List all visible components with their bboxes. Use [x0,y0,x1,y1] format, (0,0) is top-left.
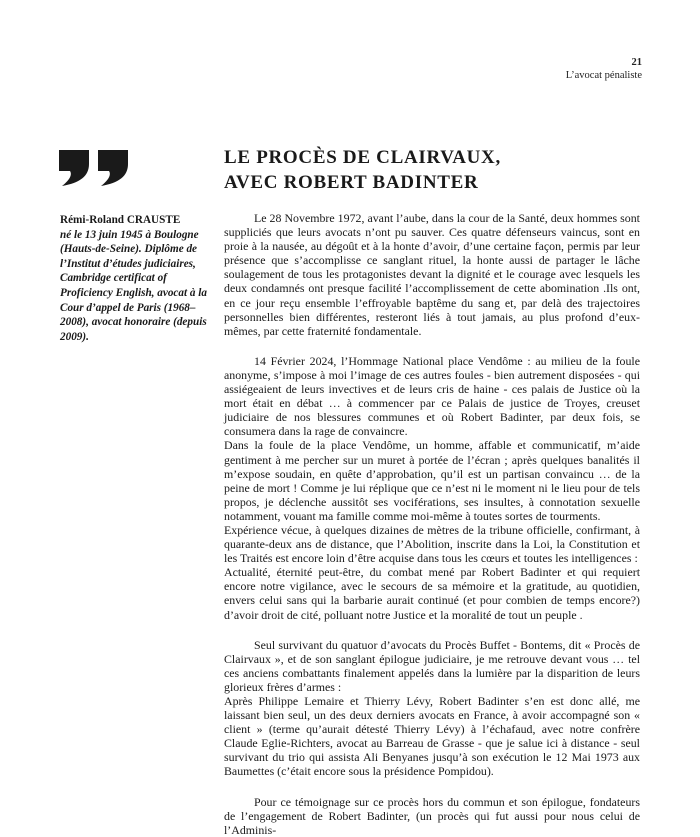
paragraph-5: Actualité, éternité peut-être, du combat mené par Robert Badinter et qui requiert encore notre vigilance, avec le secours de sa mémoire et la gratitude, au quotidien, envers celui sans qui la barbarie aurait continué (et pour combien de temps encore?) d’avoir droit de cité, polluant notre Justice et la moralité de tout un peuple . [224,565,640,622]
author-name: Rémi-Roland CRAUSTE [60,214,181,226]
running-header [566,56,642,82]
paragraph-2: 14 Février 2024, l’Hommage National place Vendôme : au milieu de la foule anonyme, s’impose à moi l’image de ces autres foules - bien autrement disposées - qui assiégeaient de leurs invectives et de leurs cris de haine - ces palais de Justice où la mort était en débat … à commencer par ce Palais de justice de Troyes, creuset judiciaire de nos blessures communes et où Robert Badinter, par deux fois, se consumera dans la rage de convaincre. [224,353,640,439]
section-title: L’avocat pénaliste [565,70,642,81]
page-number: 21 [631,57,642,68]
article-title [224,145,501,195]
paragraph-1: Le 28 Novembre 1972, avant l’aube, dans la cour de la Santé, deux hommes sont suppliciés que leurs avocats n’ont pu sauver. Ces quatre défenseurs vaincus, sont en proie à la nausée, au dégoût et à la honte d’avoir, d’une certaine façon, permis par leur présence que s’accomplisse ce sanglant rituel, la honte aussi de partager le lâche soulagement de tous les protagonistes devant la dignité et le courage avec lesquels les deux condamnés ont presque facilité l’accomplissement de cette abomination .Ils ont, en ce jour reçu ensemble l’effroyable baptême du sang et, par delà des trajectoires personnelles bien différentes, resteront liés à tout jamais, au plus profond d’eux-mêmes, par cette fraternité fondamentale. [224,211,640,338]
paragraph-4: Expérience vécue, à quelques dizaines de mètres de la tribune officielle, confirmant, à quarante-deux ans de distance, que l’Abolition, inscrite dans la Loi, la Constitution et les Traités est encore loin d’être acquise dans tous les cœurs et toutes les intelligences : [224,522,640,566]
paragraph-7: Après Philippe Lemaire et Thierry Lévy, Robert Badinter s’en est donc allé, me laissant bien seul, un des deux derniers avocats en France, à avoir accompagné son « client » (terme qu’aurait détesté Thierry Lévy) à l’échafaud, avec notre confrère Claude Eglie-Richters, avocat au Barreau de Grasse - que je salue ici à distance - seul survivant du trio qui assista Ali Benyanes jusqu’à son exécution le 12 Mai 1973 aux Baumettes (c’était encore sous la présidence Pompidou). [224,694,640,779]
title-line-1: LE PROCÈS DE CLAIRVAUX, [224,147,501,168]
paragraph-6: Seul survivant du quatuor d’avocats du Procès Buffet - Bontems, dit « Procès de Clairvaux », et de son sanglant épilogue judiciaire, je me retrouve devant vous … tel ces anciens combattants finalement appelés dans la lumière par la disparition de leurs glorieux frères d’armes : [224,637,640,694]
paragraph-3: Dans la foule de la place Vendôme, un homme, affable et communicatif, m’aide gentiment à me percher sur un muret à portée de l’écran ; après quelques banalités il m’expose soudain, en quête d’approbation, qu’il est un partisan convaincu … de la peine de mort ! Comme je lui réplique que ce n’est ni le moment ni le lieu pour de tels propos, je déclenche aussitôt ses vociférations, ses insultes, à connotation sexuelle notamment, vouant ma famille comme moi-même à toutes sortes de tourments. [224,438,640,523]
author-bio [60,213,208,344]
author-bio-text: né le 13 juin 1945 à Boulogne (Hauts-de-Seine). Diplôme de l’Institut d’études judiciaires, Cambridge certificat of Proficiency English, avocat à la Cour d’appel de Paris (1968– 2008), avocat honoraire (depuis 2009). [60,228,207,343]
title-line-2: AVEC ROBERT BADINTER [224,172,479,193]
closing-quote-mark-icon [58,150,132,186]
paragraph-8: Pour ce témoignage sur ce procès hors du commun et son épilogue, fondateurs de l’engagement de Robert Badinter, (un procès qui fut aussi pour nous celui de l’Adminis- [224,794,640,837]
article-body [224,211,640,837]
